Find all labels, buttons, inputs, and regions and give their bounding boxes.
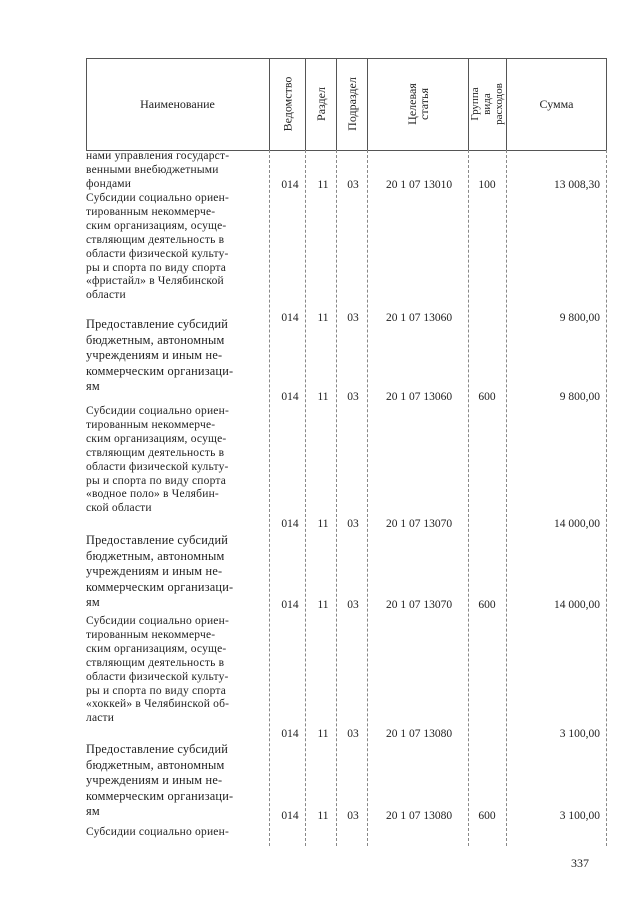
row-name: Предоставление субсидий бюджетным, автономным учреждениям и иным не- коммерческим организаци- ям — [86, 742, 234, 819]
row-razdel: 11 — [317, 391, 329, 403]
header-summa-label: Сумма — [539, 96, 574, 111]
row-celevaya: 20 1 07 13010 — [385, 179, 453, 191]
row-name: Предоставление субсидий бюджетным, автономным учреждениям и иным не- коммерческим организаци- ям — [86, 533, 234, 610]
header-razdel — [305, 58, 336, 150]
budget-table — [86, 58, 607, 846]
row-podrazdel: 03 — [347, 391, 359, 403]
row-ved: 014 — [281, 599, 299, 611]
header-summa — [506, 58, 607, 150]
header-podrazdel — [336, 58, 367, 150]
header-name — [86, 58, 269, 150]
row-podrazdel: 03 — [347, 312, 359, 324]
header-name-label: Наименование — [140, 96, 215, 111]
row-gruppa: 600 — [478, 599, 496, 611]
row-ved: 014 — [281, 728, 299, 740]
header-ved-label: Ведомство — [280, 76, 295, 132]
row-gruppa: 600 — [478, 391, 496, 403]
row-celevaya: 20 1 07 13070 — [385, 518, 453, 530]
row-razdel: 11 — [317, 810, 329, 822]
row-podrazdel: 03 — [347, 599, 359, 611]
row-podrazdel: 03 — [347, 179, 359, 191]
row-name: Предоставление субсидий бюджетным, автономным учреждениям и иным не- коммерческим организаци- ям — [86, 317, 234, 394]
row-celevaya: 20 1 07 13070 — [385, 599, 453, 611]
row-celevaya: 20 1 07 13060 — [385, 391, 453, 403]
row-gruppa: 100 — [478, 179, 496, 191]
row-ved: 014 — [281, 391, 299, 403]
row-podrazdel: 03 — [347, 728, 359, 740]
row-name: Субсидии социально ориен- — [86, 826, 229, 838]
row-razdel: 11 — [317, 728, 329, 740]
column-divider — [305, 150, 306, 846]
row-summa: 9 800,00 — [559, 312, 600, 324]
column-divider — [468, 150, 469, 846]
row-razdel: 11 — [317, 518, 329, 530]
row-razdel: 11 — [317, 599, 329, 611]
row-celevaya: 20 1 07 13080 — [385, 810, 453, 822]
row-name: Субсидии социально ориен- тированным некоммерче- ским организациям, осуще- ствляющим деятельность в области физической культу- ры и спорта по виду спорта «водное поло» в Челябин- ской области — [86, 405, 229, 515]
row-celevaya: 20 1 07 13080 — [385, 728, 453, 740]
header-podrazdel-label: Подраздел — [344, 77, 359, 131]
row-summa: 13 008,30 — [554, 179, 600, 191]
row-summa: 3 100,00 — [559, 810, 600, 822]
column-divider — [336, 150, 337, 846]
row-ved: 014 — [281, 810, 299, 822]
row-celevaya: 20 1 07 13060 — [385, 312, 453, 324]
row-podrazdel: 03 — [347, 518, 359, 530]
header-celevaya — [367, 58, 468, 150]
row-name: Субсидии социально ориен- тированным некоммерче- ским организациям, осуще- ствляющим деятельность в области физической культу- ры и спорта по виду спорта «хоккей» в Челябинской об- ласти — [86, 615, 230, 725]
column-divider — [367, 150, 368, 846]
row-ved: 014 — [281, 518, 299, 530]
row-razdel: 11 — [317, 179, 329, 191]
row-name: Субсидии социально ориен- тированным некоммерче- ским организациям, осуще- ствляющим деятельность в области физической культу- ры и спорта по виду спорта «фристайл» в Челябинской области — [86, 192, 229, 302]
page-number: 337 — [571, 856, 589, 870]
row-ved: 014 — [281, 312, 299, 324]
header-celevaya-label: Целевая статья — [404, 83, 431, 125]
header-razdel-label: Раздел — [313, 87, 328, 121]
row-podrazdel: 03 — [347, 810, 359, 822]
row-summa: 9 800,00 — [559, 391, 600, 403]
row-ved: 014 — [281, 179, 299, 191]
column-divider — [606, 150, 607, 846]
row-summa: 14 000,00 — [554, 518, 600, 530]
row-name: нами управления государст- венными внебюджетными фондами — [86, 150, 230, 190]
column-divider — [506, 150, 507, 846]
header-gruppa — [468, 58, 506, 150]
header-gruppa-label: Группа вида расходов — [469, 83, 505, 125]
row-razdel: 11 — [317, 312, 329, 324]
row-summa: 3 100,00 — [559, 728, 600, 740]
row-summa: 14 000,00 — [554, 599, 600, 611]
row-gruppa: 600 — [478, 810, 496, 822]
column-divider — [269, 150, 270, 846]
header-ved — [269, 58, 305, 150]
